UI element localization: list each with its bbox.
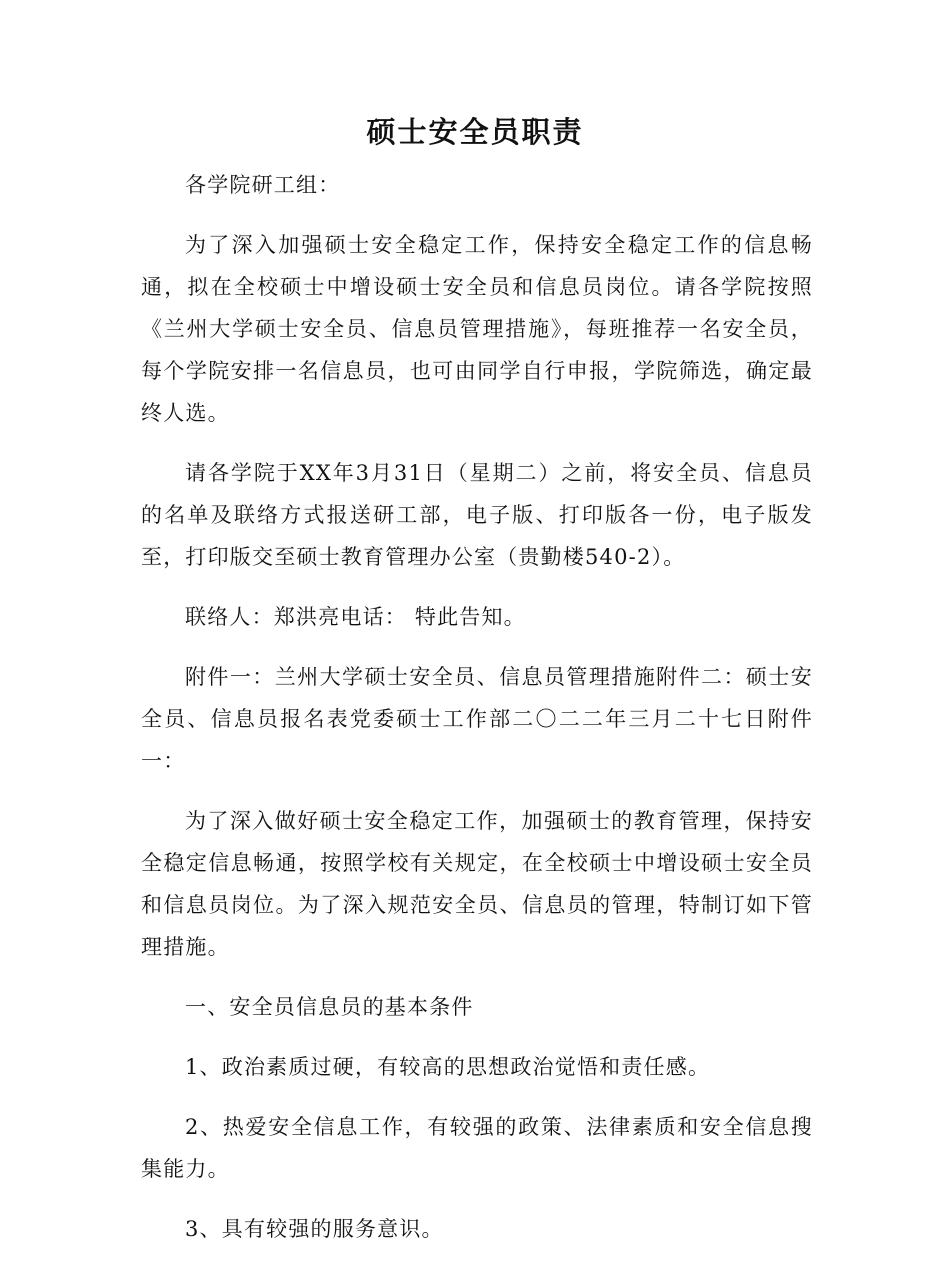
document-body (141, 164, 813, 1268)
list-item-condition-2: 2、热爱安全信息工作，有较强的政策、法律素质和安全信息搜集能力。 (141, 1115, 813, 1181)
paragraph-contact: 联络人：郑洪亮电话： 特此告知。 (185, 605, 526, 629)
paragraph-purpose: 为了深入加强硕士安全稳定工作，保持安全稳定工作的信息畅通，拟在全校硕士中增设硕士安全员和信息员岗位。请各学院按照《兰州大学硕士安全员、信息员管理措施》，每班推荐一名安全员，每个学院安排一名信息员，也可由同学自行申报，学院筛选，确定最终人选。 (141, 233, 813, 425)
section-heading-conditions: 一、安全员信息员的基本条件 (185, 995, 474, 1019)
document-title: 硕士安全员职责 (366, 115, 584, 149)
paragraph-deadline: 请各学院于XX年3月31日（星期二）之前，将安全员、信息员的名单及联络方式报送研工部，电子版、打印版各一份，电子版发至，打印版交至硕士教育管理办公室（贵勤楼540-2）。 (141, 461, 813, 569)
paragraph-salutation: 各学院研工组： (185, 173, 341, 197)
paragraph-measures-intro: 为了深入做好硕士安全稳定工作，加强硕士的教育管理，保持安全稳定信息畅通，按照学校有关规定，在全校硕士中增设硕士安全员和信息员岗位。为了深入规范安全员、信息员的管理，特制订如下管理措施。 (141, 809, 813, 959)
list-item-condition-1: 1、政治素质过硬，有较高的思想政治觉悟和责任感。 (185, 1055, 711, 1079)
paragraph-attachments: 附件一：兰州大学硕士安全员、信息员管理措施附件二：硕士安全员、信息员报名表党委硕士工作部二〇二二年三月二十七日附件一： (141, 665, 813, 773)
list-item-condition-3: 3、具有较强的服务意识。 (185, 1217, 444, 1241)
